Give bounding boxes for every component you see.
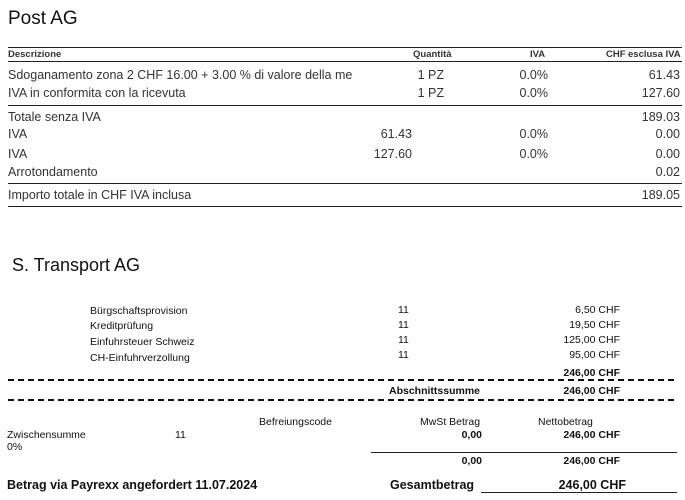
header-iva: IVA [530, 49, 546, 60]
item-qty: 1 PZ [417, 86, 444, 100]
total-rule [8, 183, 682, 184]
item-amount: 61.43 [648, 68, 680, 82]
totals-netto: 246,00 CHF [563, 455, 620, 467]
item-iva: 0.0% [519, 68, 548, 82]
transport-item-amount: 95,00 CHF [569, 349, 620, 361]
item-qty: 1 PZ [417, 68, 444, 82]
subtotal-amount: 246,00 CHF [563, 367, 620, 379]
items-rule [8, 105, 682, 106]
header-quantita: Quantità [413, 49, 452, 60]
transport-item-label: Bürgschaftsprovision [90, 305, 188, 317]
abschnittssumme-amount: 246,00 CHF [563, 385, 620, 397]
transport-item-amount: 125,00 CHF [563, 334, 620, 346]
arrotondamento-amount: 0.02 [655, 165, 680, 179]
importo-totale-label: Importo totale in CHF IVA inclusa [8, 188, 192, 202]
transport-item-code: 11 [398, 334, 409, 346]
gesamtbetrag-underline [481, 492, 677, 493]
dashed-divider [8, 399, 674, 401]
item-iva: 0.0% [519, 86, 548, 100]
transport-item-code: 11 [398, 304, 409, 316]
befreiungscode-header: Befreiungscode [259, 416, 332, 428]
transport-item-label: Einfuhrsteuer Schweiz [90, 336, 195, 348]
zwischensumme-rate: 0% [7, 441, 23, 453]
bottom-rule [8, 206, 682, 207]
iva-row-label: IVA [8, 127, 28, 141]
zwischensumme-label: Zwischensumme [7, 429, 86, 441]
transport-item-code: 11 [398, 319, 409, 331]
header-descrizione: Descrizione [8, 49, 62, 60]
iva-row-base: 61.43 [380, 127, 412, 141]
item-desc: IVA in conformita con la ricevuta [8, 86, 186, 100]
header-top-rule [8, 47, 682, 48]
post-title: Post AG [8, 8, 78, 29]
iva-row-amount: 0.00 [655, 127, 680, 141]
gesamtbetrag-amount: 246,00 CHF [558, 478, 626, 492]
zwischensumme-mwst: 0,00 [461, 429, 482, 441]
totale-senza-iva-label: Totale senza IVA [8, 110, 101, 124]
totals-mwst: 0,00 [461, 455, 482, 467]
zwischensumme-code: 11 [175, 429, 186, 441]
importo-totale-amount: 189.05 [641, 188, 680, 202]
mwst-header: MwSt Betrag [420, 416, 481, 428]
header-chf: CHF [606, 49, 626, 60]
iva-row-rate: 0.0% [519, 127, 548, 141]
item-amount: 127.60 [641, 86, 680, 100]
header-esclusa-iva: esclusa IVA [628, 49, 681, 60]
gesamtbetrag-label: Gesamtbetrag [390, 478, 475, 492]
transport-item-label: CH-Einfuhrverzollung [90, 352, 190, 364]
totals-rule [371, 452, 677, 453]
transport-title: S. Transport AG [12, 255, 141, 275]
iva-row-base: 127.60 [373, 147, 412, 161]
item-desc: Sdoganamento zona 2 CHF 16.00 + 3.00 % di valore della me [8, 68, 353, 82]
iva-row-rate: 0.0% [519, 147, 548, 161]
transport-item-label: Kreditprüfung [90, 320, 154, 332]
zwischensumme-netto: 246,00 CHF [563, 429, 620, 441]
iva-row-label: IVA [8, 147, 28, 161]
totale-senza-iva-amount: 189.03 [641, 110, 680, 124]
transport-item-amount: 19,50 CHF [569, 319, 620, 331]
header-bottom-rule [8, 61, 682, 62]
iva-row-amount: 0.00 [655, 147, 680, 161]
abschnittssumme-label: Abschnittssumme [389, 385, 481, 397]
netto-header: Nettobetrag [538, 416, 593, 428]
transport-item-code: 11 [398, 349, 409, 361]
transport-item-amount: 6,50 CHF [575, 304, 620, 316]
arrotondamento-label: Arrotondamento [8, 165, 98, 179]
dashed-divider [8, 379, 674, 381]
payrexx-request: Betrag via Payrexx angefordert 11.07.2024 [7, 478, 258, 492]
